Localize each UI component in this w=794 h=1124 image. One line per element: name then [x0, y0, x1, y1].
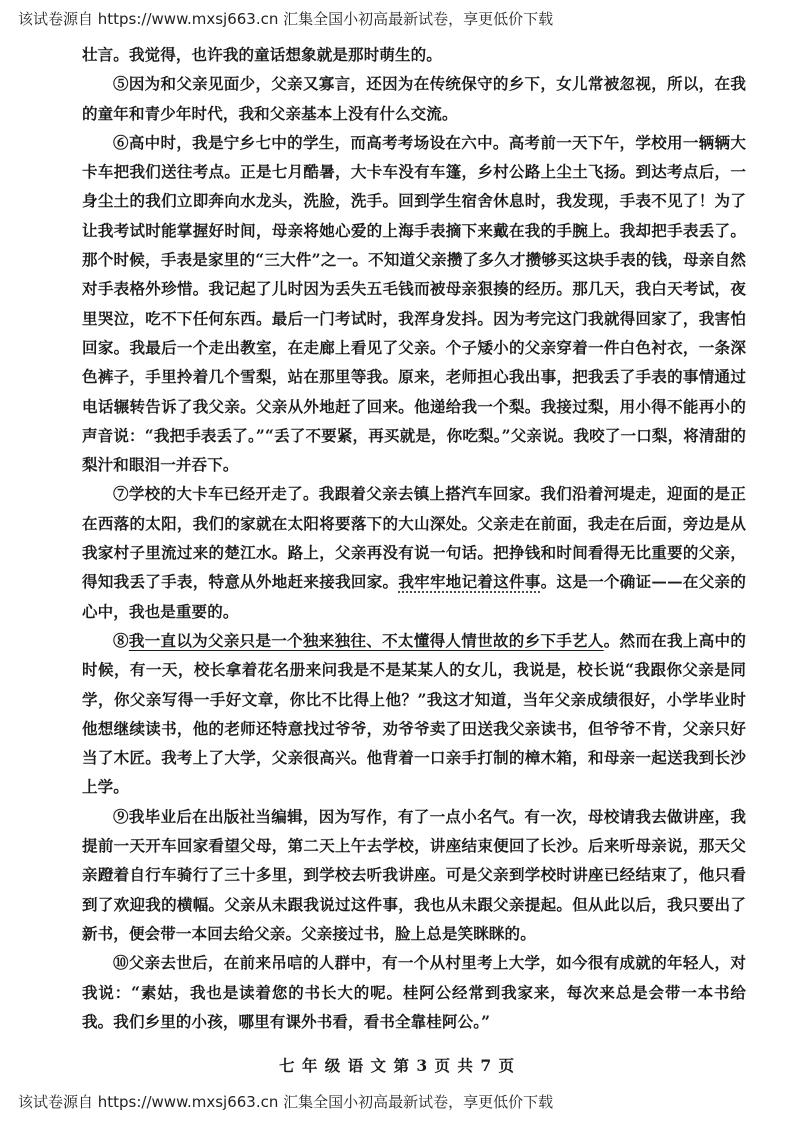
paragraph-5: ⑤因为和父亲见面少，父亲又寡言，还因为在传统保守的乡下，女儿常被忽视，所以，在我的童年和青少年时代，我和父亲基本上没有什么交流。: [82, 74, 746, 123]
paragraph-8-number: ⑧: [113, 630, 129, 650]
paragraph-9: ⑨我毕业后在出版社当编辑，因为写作，有了一点小名气。有一次，母校请我去做讲座，我提前一天开车回家看望父母，第二天上午去学校，讲座结束便回了长沙。后来听母亲说，那天父亲蹬着自行车骑行了三十多里，到学校去听我讲座。可是父亲到学校时讲座已经结束了，他只看到了欢迎我的横幅。父亲从未跟我说过这件事，我也从未跟父亲提起。但从此以后，我只要出了新书，便会带一本回去给父亲。父亲接过书，脸上总是笑眯眯的。: [82, 806, 746, 943]
source-banner-bottom: 该试卷源自 https://www.mxsj663.cn 汇集全国小初高最新试卷，享更低价下载: [18, 1093, 554, 1111]
paragraph-10: ⑩父亲去世后，在前来吊唁的人群中，有一个从村里考上大学，如今很有成就的年轻人，对我说：“素姑，我也是读着您的书长大的呢。桂阿公经常到我家来，每次来总是会带一本书给我。我们乡里的小孩，哪里有课外书看，看书全靠桂阿公。”: [82, 953, 746, 1031]
paragraph-8: [82, 626, 746, 802]
page-number-footer: 七 年 级 语 文 第 3 页 共 7 页: [278, 1056, 516, 1075]
paragraph-7-text-a: ⑦学校的大卡车已经开走了。我跟着父亲去镇上搭汽车回家。我们沿着河堤走，迎面的是正在西落的太阳，我们的家就在太阳将要落下的大山深处。父亲走在前面，我走在后面，旁边是从我家村子里流过来的楚江水。路上，父亲再没有说一句话。把挣钱和时间看得无比重要的父亲，得知我丢了手表，特意从外地赶来接我回家。: [82, 484, 746, 592]
paragraph-6: ⑥高中时，我是宁乡七中的学生，而高考考场设在六中。高考前一天下午，学校用一辆辆大卡车把我们送往考点。正是七月酷暑，大卡车没有车篷，乡村公路上尘土飞扬。到达考点后，一身尘土的我们立即奔向水龙头，洗脸，洗手。回到学生宿舍休息时，我发现，手表不见了！为了让我考试时能掌握好时间，母亲将她心爱的上海手表摘下来戴在我的手腕上。我却把手表丢了。那个时候，手表是家里的“三大件”之一。不知道父亲攒了多久才攒够买这块手表的钱，母亲自然对手表格外珍惜。我记起了儿时因为丢失五毛钱而被母亲狠揍的经历。那几天，我白天考试，夜里哭泣，吃不下任何东西。最后一门考试时，我浑身发抖。因为考完这门我就得回家了，我害怕回家。我最后一个走出教室，在走廊上看见了父亲。个子矮小的父亲穿着一件白色衬衣，一条深色裤子，手里拎着几个雪梨，站在那里等我。原来，老师担心我出事，把我丢了手表的事情通过电话辗转告诉了我父亲。父亲从外地赶了回来。他递给我一个梨。我接过梨，用小得不能再小的声音说：“我把手表丢了。”“丢了不要紧，再买就是，你吃梨。”父亲说。我咬了一口梨，将清甜的梨汁和眼泪一并吞下。: [82, 132, 746, 475]
paragraph-8-text: 。然而在我上高中的时候，有一天，校长拿着花名册来问我是不是某某人的女儿，我说是，校长说“我跟你父亲是同学，你父亲写得一手好文章，你比不比得上他？”我这才知道，当年父亲成绩很好，小学毕业时他想继续读书，他的老师还特意找过爷爷，劝爷爷卖了田送我父亲读书，但爷爷不肯，父亲只好当了木匠。我考上了大学，父亲很高兴。他背着一口亲手打制的樟木箱，和母亲一起送我到长沙上学。: [82, 630, 746, 797]
paragraph-7: [82, 479, 746, 625]
paragraph-7-text-b: 。这是一个确证——在父亲的心中，我也是重要的。: [82, 572, 746, 621]
paragraph-continued: 壮言。我觉得，也许我的童话想象就是那时萌生的。: [82, 45, 442, 64]
emphasized-sentence: 我牢牢地记着这件事: [398, 572, 541, 592]
underlined-sentence: 我一直以为父亲只是一个独来独往、不太懂得人情世故的乡下手艺人: [128, 630, 604, 650]
article-body: [82, 40, 746, 1036]
source-banner-top: 该试卷源自 https://www.mxsj663.cn 汇集全国小初高最新试卷，享更低价下载: [18, 10, 554, 28]
